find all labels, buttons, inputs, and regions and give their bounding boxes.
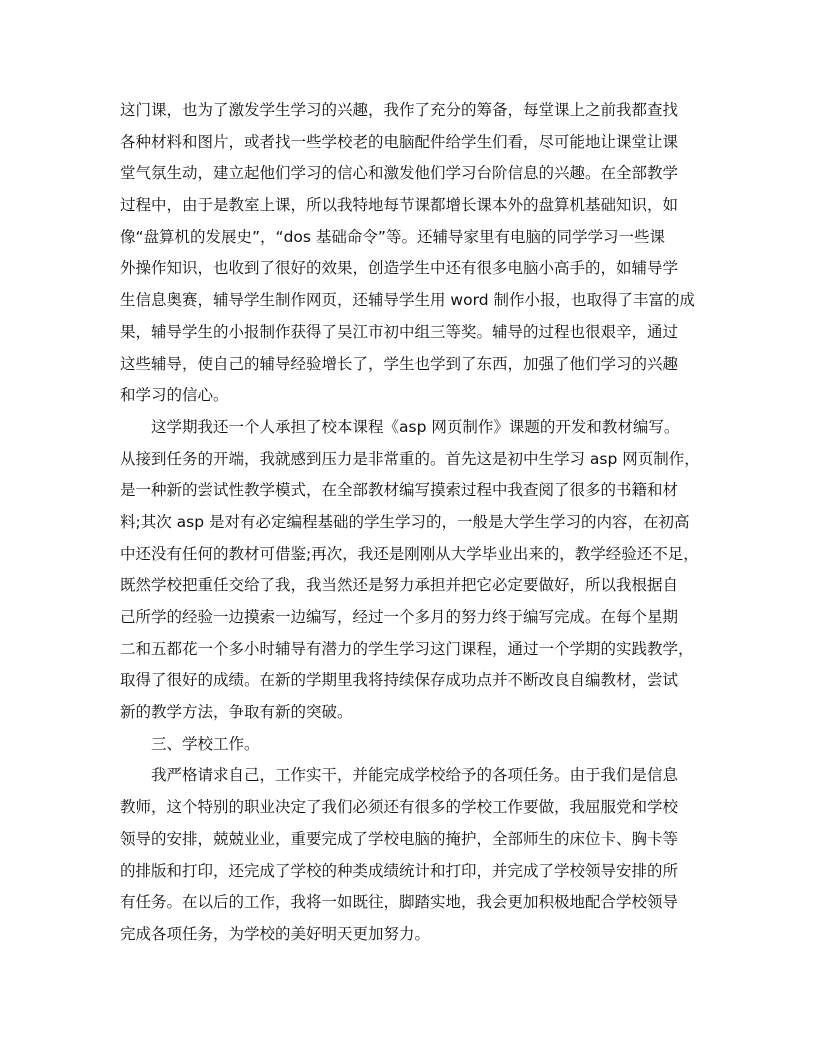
text-line: 这学期我还一个人承担了校本课程《asp 网页制作》课题的开发和教材编写。 (151, 417, 680, 436)
text-line: 的排版和打印，还完成了学校的种类成绩统计和打印，并完成了学校领导安排的所 (120, 861, 679, 880)
text-line: 我严格请求自己，工作实干，并能完成学校给予的各项任务。由于我们是信息 (151, 766, 679, 785)
text-line: 取得了很好的成绩。在新的学期里我将持续保存成功点并不断改良自编教材，尝试 (120, 671, 679, 690)
text-line: 和学习的信心。 (120, 386, 229, 405)
text-line: 己所学的经验一边摸索一边编写，经过一个多月的努力终于编写完成。在每个星期 (120, 608, 679, 626)
text-line: 像“盘算机的发展史”，“dos 基础命令”等。还辅导家里有电脑的同学学习一些课 (120, 227, 665, 246)
text-line: 有任务。在以后的工作，我将一如既往，脚踏实地，我会更加积极地配合学校领导 (120, 893, 679, 912)
paragraph (120, 95, 700, 412)
text-line: 过程中，由于是教室上课，所以我特地每节课都增长课本外的盘算机基础知识，如 (120, 196, 679, 215)
text-line: 料;其次 asp 是对有必定编程基础的学生学习的，一般是大学生学习的内容，在初高 (120, 512, 690, 531)
text-line: 二和五都花一个多小时辅导有潜力的学生学习这门课程，通过一个学期的实践教学， (120, 639, 694, 658)
text-line: 从接到任务的开端，我就感到压力是非常重的。首先这是初中生学习 asp 网页制作， (120, 449, 700, 468)
heading-line: 三、学校工作。 (151, 734, 260, 753)
text-line: 堂气氛生动，建立起他们学习的信心和激发他们学习台阶信息的兴趣。在全部教学 (120, 164, 679, 183)
text-line: 中还没有任何的教材可借鉴;再次，我还是刚刚从大学毕业出来的，教学经验还不足， (120, 544, 699, 563)
text-line: 新的教学方法，争取有新的突破。 (120, 703, 353, 722)
document-body (120, 95, 700, 951)
text-line: 完成各项任务，为学校的美好明天更加努力。 (120, 924, 431, 943)
text-line: 这门课，也为了激发学生学习的兴趣，我作了充分的筹备，每堂课上之前我都查找 (120, 101, 679, 119)
paragraph (120, 412, 700, 729)
paragraph (120, 760, 700, 950)
text-line: 既然学校把重任交给了我，我当然还是努力承担并把它必定要做好，所以我根据自 (120, 576, 679, 595)
text-line: 果，辅导学生的小报制作获得了吴江市初中组三等奖。辅导的过程也很艰辛，通过 (120, 322, 679, 341)
section-heading (120, 729, 700, 761)
text-line: 这些辅导，使自己的辅导经验增长了，学生也学到了东西，加强了他们学习的兴趣 (120, 354, 679, 373)
text-line: 生信息奥赛，辅导学生制作网页，还辅导学生用 word 制作小报，也取得了丰富的成 (120, 291, 695, 310)
text-line: 外操作知识，也收到了很好的效果，创造学生中还有很多电脑小高手的，如辅导学 (120, 259, 679, 278)
text-line: 领导的安排，兢兢业业，重要完成了学校电脑的掩护，全部师生的床位卡、胸卡等 (120, 829, 679, 848)
text-line: 各种材料和图片，或者找一些学校老的电脑配件给学生们看，尽可能地让课堂让课 (120, 132, 679, 151)
text-line: 是一种新的尝试性教学模式，在全部教材编写摸索过程中我查阅了很多的书籍和材 (120, 481, 679, 500)
text-line: 教师，这个特别的职业决定了我们必须还有很多的学校工作要做，我屈服党和学校 (120, 798, 679, 817)
